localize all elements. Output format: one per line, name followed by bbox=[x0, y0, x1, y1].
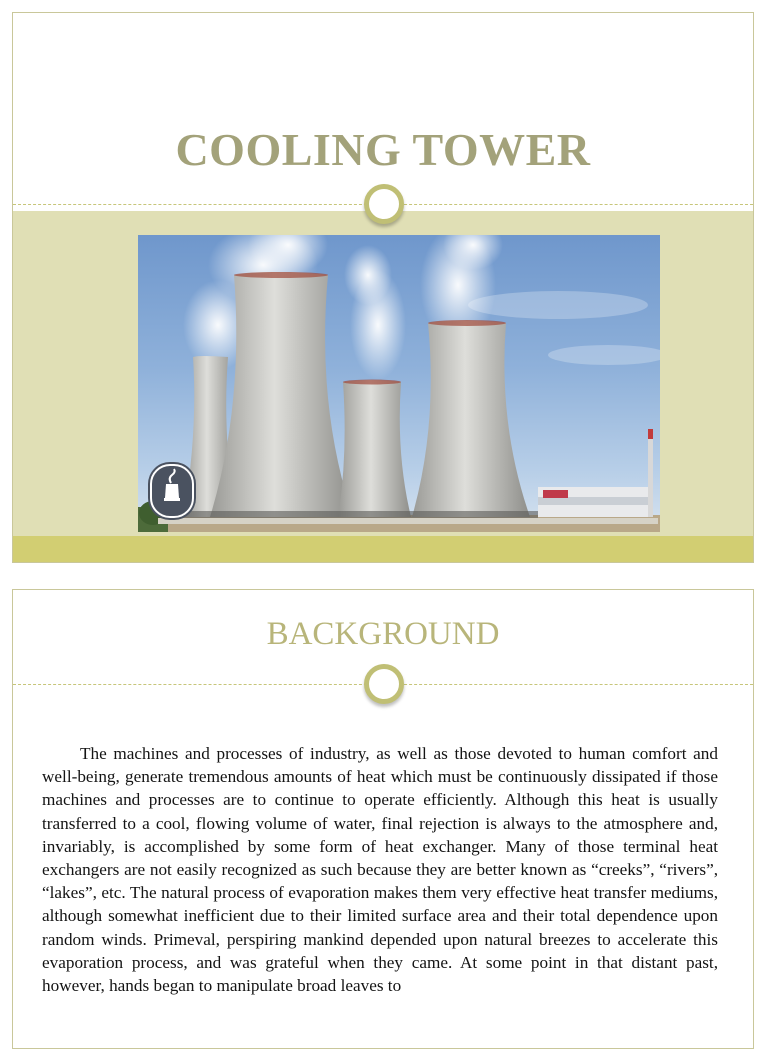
accent-band-bottom bbox=[13, 536, 753, 563]
section-heading: BACKGROUND bbox=[266, 616, 500, 652]
divider-ring-icon bbox=[364, 664, 404, 704]
cooling-tower-icon[interactable] bbox=[150, 464, 194, 518]
body-paragraph: The machines and processes of industry, as well as those devoted to human comfort and well-being, generate tremendous amounts of heat which must be continuously dissipated if those machines and processes are to continue to operate efficiently. Although this heat is usually transferred to a cool, flowing volume of water, final rejection is always to the atmosphere and, invariably, is accomplished by some form of heat exchanger. Many of those terminal heat exchangers are not easily recognized as such because they are better known as “creeks”, “rivers”, “lakes”, etc. The natural process of evaporation makes them very effective heat transfer mediums, although somewhat inefficient due to their limited surface area and their total dependence upon random winds. Primeval, perspiring mankind depended upon natural breezes to accelerate this evaporation process, and was grateful when they came. At some point in that distant past, however, hands began to manipulate broad leaves to bbox=[42, 744, 718, 996]
slide-cooling-tower bbox=[12, 12, 754, 563]
slide-background bbox=[12, 589, 754, 1049]
cooling-tower-photo bbox=[138, 235, 660, 532]
divider-ring-icon bbox=[364, 184, 404, 224]
slide-title: COOLING TOWER bbox=[175, 124, 591, 175]
